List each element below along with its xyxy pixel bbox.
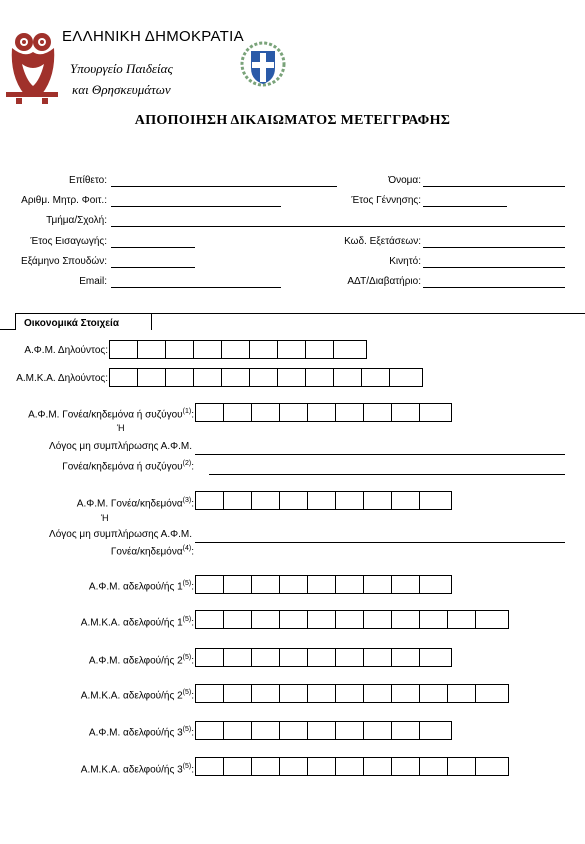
- department-field[interactable]: [111, 226, 565, 227]
- id-card-label: ΑΔΤ/Διαβατήριο:: [347, 276, 421, 287]
- reason-afm-parent-spouse-line2[interactable]: [209, 474, 565, 475]
- amka-sibling1-boxes[interactable]: [195, 610, 509, 629]
- afm-declarant-label: Α.Φ.Μ. Δηλούντος:: [24, 345, 108, 356]
- name-label: Όνομα:: [388, 175, 421, 186]
- surname-field[interactable]: [111, 186, 337, 187]
- greek-emblem-icon: [234, 40, 292, 88]
- id-card-field[interactable]: [423, 287, 565, 288]
- afm-parent-boxes[interactable]: [195, 491, 452, 510]
- reason-afm-parent-field[interactable]: [195, 542, 565, 543]
- republic-title: ΕΛΛΗΝΙΚΗ ΔΗΜΟΚΡΑΤΙΑ: [62, 28, 244, 45]
- semester-field[interactable]: [111, 267, 195, 268]
- amka-sibling1-label: Α.Μ.Κ.Α. αδελφού/ής 1$^{(5)}$:: [80, 616, 194, 629]
- mobile-field[interactable]: [423, 267, 565, 268]
- reason-afm-parent-line2: Γονέα/κηδεμόνα$^{(4)}$:: [110, 545, 194, 558]
- afm-declarant-boxes[interactable]: [109, 340, 367, 359]
- ministry-line1: Υπουργείο Παιδείας: [70, 61, 173, 76]
- afm-parent-label: Α.Φ.Μ. Γονέα/κηδεμόνα$^{(3)}$:: [76, 497, 194, 510]
- reason-afm-parent-line1: Λόγος μη συμπλήρωσης Α.Φ.Μ.: [49, 529, 192, 540]
- birth-year-field[interactable]: [423, 206, 507, 207]
- afm-parent-spouse-label: Α.Φ.Μ. Γονέα/κηδεμόνα ή συζύγου$^{(1)}$:: [28, 408, 194, 421]
- university-owl-logo: [2, 28, 64, 104]
- semester-label: Εξάμηνο Σπουδών:: [21, 256, 107, 267]
- student-id-label: Αριθμ. Μητρ. Φοιτ.:: [21, 195, 107, 206]
- email-field[interactable]: [111, 287, 281, 288]
- department-label: Τμήμα/Σχολή:: [46, 215, 107, 226]
- or-separator-2: Ή: [101, 513, 109, 523]
- afm-sibling3-label: Α.Φ.Μ. αδελφού/ής 3$^{(5)}$:: [88, 726, 194, 739]
- name-field[interactable]: [423, 186, 565, 187]
- amka-declarant-label: Α.Μ.Κ.Α. Δηλούντος:: [16, 373, 108, 384]
- amka-sibling3-label: Α.Μ.Κ.Α. αδελφού/ής 3$^{(5)}$:: [80, 763, 194, 776]
- afm-sibling1-label: Α.Φ.Μ. αδελφού/ής 1$^{(5)}$:: [88, 580, 194, 593]
- afm-sibling2-boxes[interactable]: [195, 648, 452, 667]
- exam-code-field[interactable]: [423, 247, 565, 248]
- reason-afm-line2: Γονέα/κηδεμόνα ή συζύγου$^{(2)}$:: [62, 460, 194, 473]
- financial-section-title: Οικονομικά Στοιχεία: [15, 313, 152, 330]
- afm-sibling2-label: Α.Φ.Μ. αδελφού/ής 2$^{(5)}$:: [88, 654, 194, 667]
- birth-year-label: Έτος Γέννησης:: [351, 195, 421, 206]
- ministry-name: [70, 58, 173, 100]
- email-label: Email:: [79, 276, 107, 287]
- section-divider-right: [151, 313, 585, 322]
- amka-sibling3-boxes[interactable]: [195, 757, 509, 776]
- entry-year-field[interactable]: [111, 247, 195, 248]
- document-title: ΑΠΟΠΟΙΗΣΗ ΔΙΚΑΙΩΜΑΤΟΣ ΜΕΤΕΓΓΡΑΦΗΣ: [134, 113, 451, 128]
- afm-sibling1-boxes[interactable]: [195, 575, 452, 594]
- mobile-label: Κινητό:: [389, 256, 421, 267]
- afm-sibling3-boxes[interactable]: [195, 721, 452, 740]
- amka-sibling2-boxes[interactable]: [195, 684, 509, 703]
- amka-sibling2-label: Α.Μ.Κ.Α. αδελφού/ής 2$^{(5)}$:: [80, 689, 194, 702]
- reason-afm-line1: Λόγος μη συμπλήρωσης Α.Φ.Μ.: [49, 441, 192, 452]
- section-divider-left: [0, 329, 15, 330]
- exam-code-label: Κωδ. Εξετάσεων:: [344, 236, 421, 247]
- student-id-field[interactable]: [111, 206, 281, 207]
- reason-afm-parent-spouse-line1[interactable]: [195, 454, 565, 455]
- surname-label: Επίθετο:: [69, 175, 107, 186]
- ministry-line2: και Θρησκευμάτων: [72, 82, 171, 97]
- or-separator-1: Ή: [117, 423, 125, 433]
- entry-year-label: Έτος Εισαγωγής:: [30, 236, 107, 247]
- amka-declarant-boxes[interactable]: [109, 368, 423, 387]
- afm-parent-spouse-boxes[interactable]: [195, 403, 452, 422]
